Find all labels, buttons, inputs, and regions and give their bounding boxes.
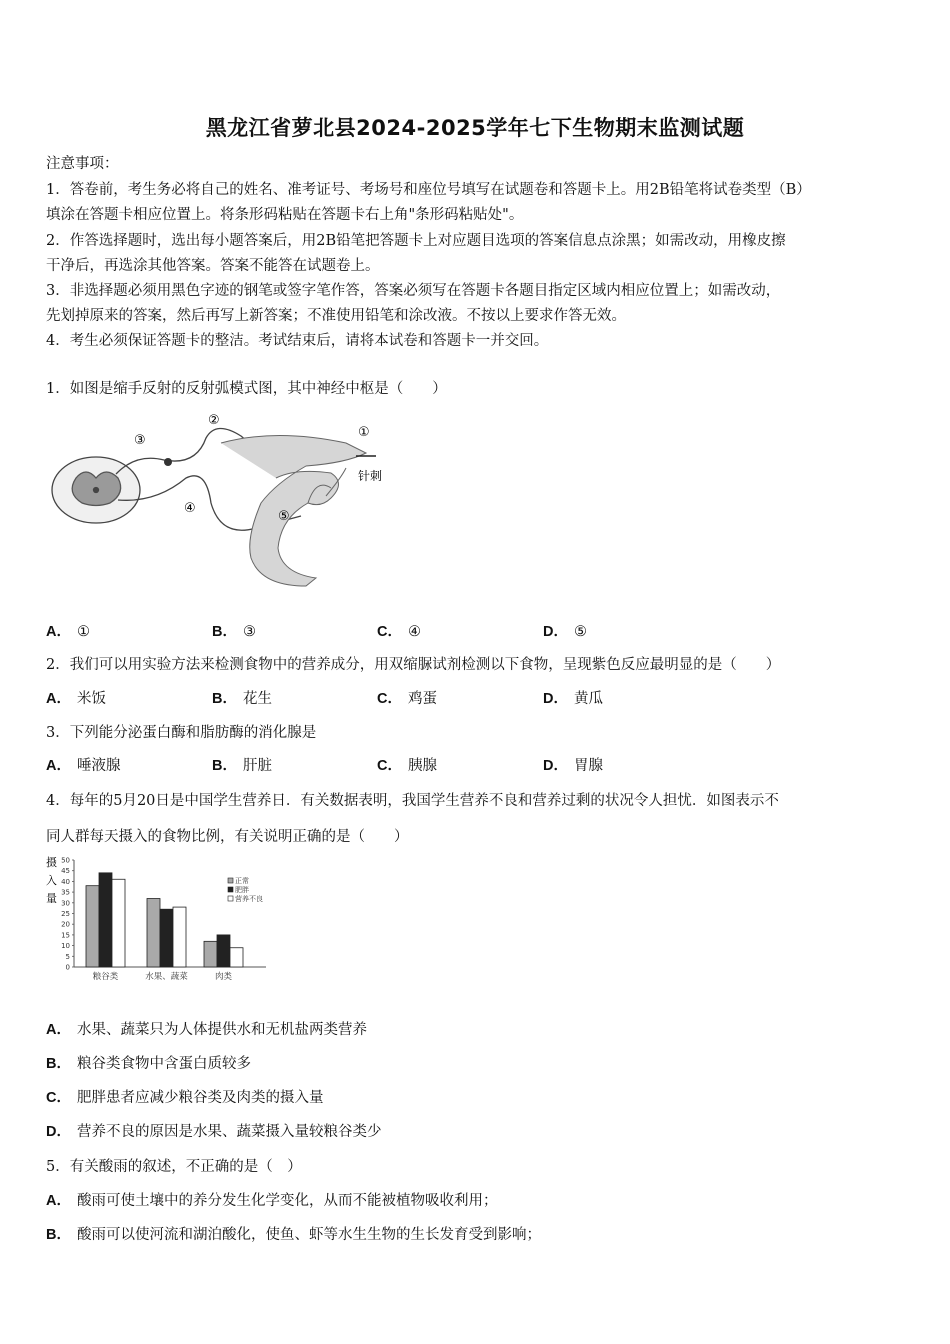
label-3: ③ [134,433,146,448]
question-3-stem: 3．下列能分泌蛋白酶和脂肪酶的消化腺是 [46,725,317,741]
y-tick-label: 25 [61,910,70,918]
spinal-cord [52,457,140,523]
bar-正常 [147,899,160,967]
y-tick-label: 0 [65,963,70,972]
bar-营养不良 [173,907,186,967]
y-axis-label-char: 量 [46,892,57,905]
q4-option-a[interactable]: A． 水果、蔬菜只为人体提供水和无机盐两类营养 [46,1022,367,1038]
q4-option-c[interactable]: C． 肥胖患者应减少粮谷类及肉类的摄入量 [46,1090,324,1106]
bar-正常 [204,941,217,967]
y-tick-label: 35 [61,888,70,897]
question-4-stem-line2: 同人群每天摄入的食物比例，有关说明正确的是（ ） [46,829,409,845]
q4-option-b[interactable]: B． 粮谷类食物中含蛋白质较多 [46,1056,251,1072]
label-5: ⑤ [278,509,290,524]
q1-option-d[interactable]: D． ⑤ [543,624,587,640]
q4-option-d[interactable]: D． 营养不良的原因是水果、蔬菜摄入量较粮谷类少 [46,1124,382,1140]
legend-swatch [228,896,233,901]
ganglion [164,458,172,466]
legend-label: 肥胖 [235,886,249,894]
q5-option-b[interactable]: B． 酸雨可以使河流和湖泊酸化，使鱼、虾等水生生物的生长发育受到影响； [46,1227,541,1243]
label-4: ④ [184,501,196,516]
y-tick-label: 30 [61,899,70,908]
question-1-stem: 1．如图是缩手反射的反射弧模式图，其中神经中枢是（ ） [46,381,447,397]
q5-option-a[interactable]: A． 酸雨可使土壤中的养分发生化学变化，从而不能被植物吸收利用； [46,1193,498,1209]
bar-营养不良 [230,948,243,967]
label-2: ② [208,413,220,428]
x-tick-label: 水果、蔬菜 [145,972,188,982]
y-tick-label: 15 [61,931,70,940]
notice-line: 先划掉原来的答案，然后再写上新答案；不准使用铅笔和涂改液。不按以上要求作答无效。 [46,308,626,324]
legend-swatch [228,878,233,883]
bar-肥胖 [160,909,173,967]
y-ticks [61,857,74,972]
q3-option-a[interactable]: A． 唾液腺 [46,758,121,774]
bar-肥胖 [99,873,112,967]
bar-正常 [86,886,99,967]
chart-legend [228,876,263,903]
y-tick-label: 10 [61,942,70,951]
intake-bar-chart [44,852,284,987]
q3-option-d[interactable]: D． 胃腺 [543,758,603,774]
q2-option-d[interactable]: D． 黄瓜 [543,691,603,707]
q3-option-b[interactable]: B． 肝脏 [212,758,272,774]
y-tick-label: 50 [61,856,70,865]
bars [86,873,243,967]
q1-option-a[interactable]: A． ① [46,624,90,640]
notice-line: 4．考生必须保证答题卡的整洁。考试结束后，请将本试卷和答题卡一并交回。 [46,333,549,349]
y-axis-label-char: 摄 [46,856,57,869]
y-tick-label: 20 [61,920,70,929]
x-tick-label: 肉类 [214,972,233,982]
q2-option-b[interactable]: B． 花生 [212,691,272,707]
question-4-stem-line1: 4．每年的5月20日是中国学生营养日．有关数据表明，我国学生营养不良和营养过剩的状况令人担忧．如图表示不 [46,793,779,809]
q3-option-c[interactable]: C． 胰腺 [377,758,437,774]
label-1: ① [358,425,370,440]
reflex-arc-figure [46,408,396,598]
bar-肥胖 [217,935,230,967]
notice-line: 1．答卷前，考生务必将自己的姓名、准考证号、考场号和座位号填写在试题卷和答题卡上。用2B铅笔将试卷类型（B） [46,182,811,198]
y-tick-label: 45 [61,867,70,876]
q1-option-b[interactable]: B． ③ [212,624,256,640]
x-labels [93,971,233,982]
legend-swatch [228,887,233,892]
bar-营养不良 [112,879,125,967]
notice-heading: 注意事项： [46,156,119,172]
arm-drawing [221,436,366,587]
question-2-stem: 2．我们可以用实验方法来检测食物中的营养成分，用双缩脲试剂检测以下食物，呈现紫色反应最明显的是（ ） [46,657,781,673]
y-tick-label: 40 [61,877,70,886]
q2-option-c[interactable]: C． 鸡蛋 [377,691,437,707]
needle-label: 针刺 [358,469,383,483]
legend-label: 正常 [235,877,249,885]
notice-line: 3．非选择题必须用黑色字迹的钢笔或签字笔作答，答案必须写在答题卡各题目指定区域内相应位置上；如需改动， [46,283,781,299]
legend-label: 营养不良 [235,895,263,903]
notice-line: 干净后，再选涂其他答案。答案不能答在试题卷上。 [46,258,380,274]
page-title: 黑龙江省萝北县2024-2025学年七下生物期末监测试题 [205,116,745,140]
q1-option-c[interactable]: C． ④ [377,624,421,640]
notice-line: 2．作答选择题时，选出每小题答案后，用2B铅笔把答题卡上对应题目选项的答案信息点涂黑；如需改动，用橡皮擦 [46,233,786,249]
question-5-stem: 5．有关酸雨的叙述，不正确的是（ ） [46,1159,302,1175]
x-tick-label: 粮谷类 [92,972,119,982]
notice-line: 填涂在答题卡相应位置上。将条形码粘贴在答题卡右上角"条形码粘贴处"。 [46,207,524,223]
y-axis-label [46,855,57,905]
q2-option-a[interactable]: A． 米饭 [46,691,106,707]
y-axis-label-char: 入 [46,874,57,887]
y-tick-label: 5 [65,952,70,961]
